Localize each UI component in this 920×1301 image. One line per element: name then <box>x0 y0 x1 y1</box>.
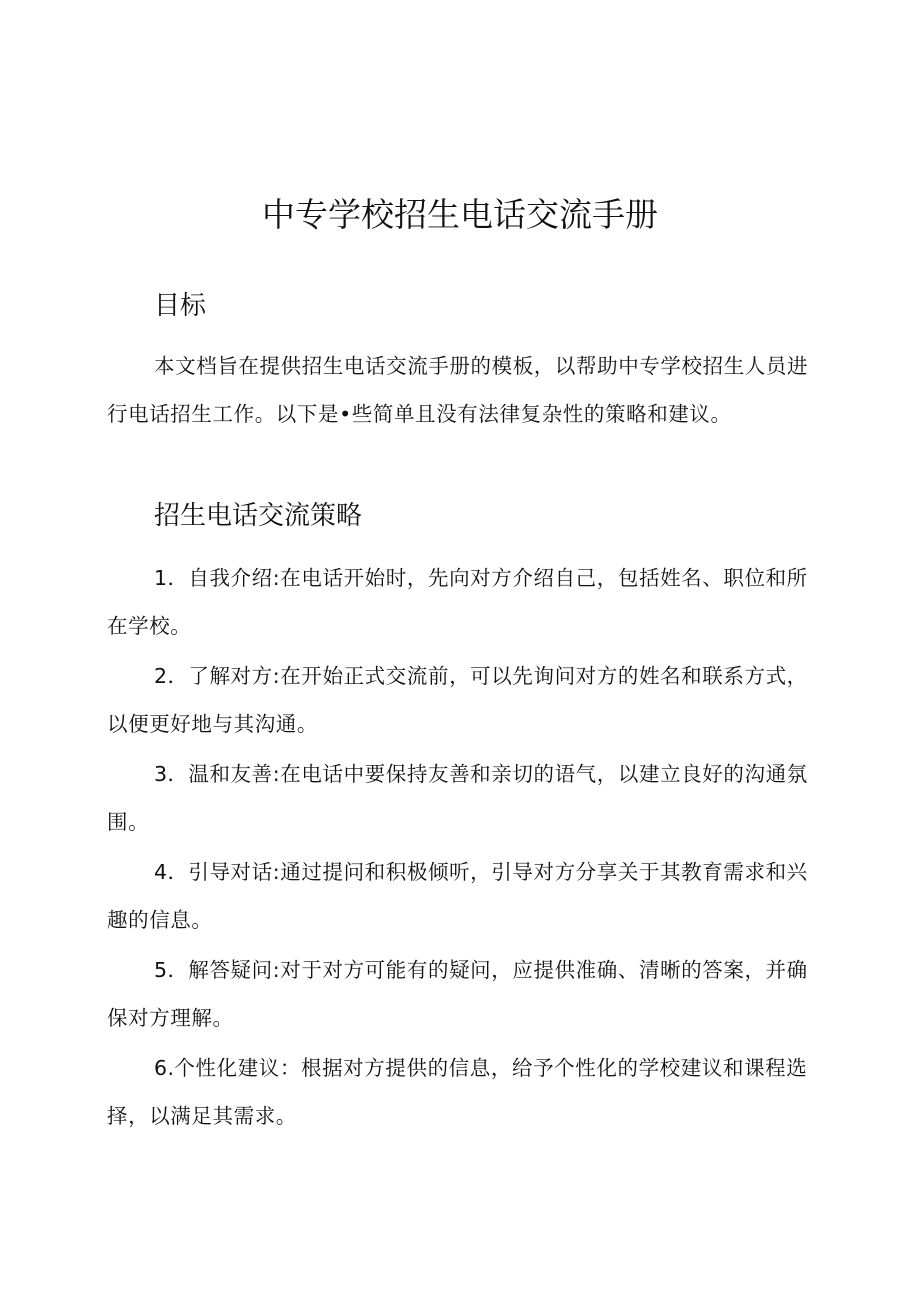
strategy-item-text: 对于对方可能有的疑问，应提供准确、清晰的答案，并确保对方理解。 <box>107 958 808 1030</box>
strategy-item-5 <box>107 946 811 1042</box>
strategy-item-6 <box>107 1044 811 1140</box>
goal-section <box>107 286 811 438</box>
strategy-item-label: 自我介绍: <box>188 566 281 590</box>
strategy-item-text: 通过提问和积极倾听，引导对方分享关于其教育需求和兴趣的信息。 <box>107 860 808 932</box>
strategy-item-2 <box>107 652 811 748</box>
strategy-section <box>107 496 811 1140</box>
document-title: 中专学校招生电话交流手册 <box>262 195 658 235</box>
strategy-item-4 <box>107 848 811 944</box>
strategy-item-label: 了解对方: <box>188 664 281 688</box>
strategy-item-text: 在开始正式交流前，可以先询问对方的姓名和联系方式，以便更好地与其沟通。 <box>107 664 808 736</box>
strategy-item-number: 3． <box>154 762 189 786</box>
strategy-item-number: 6. <box>154 1056 175 1080</box>
strategy-item-number: 5． <box>154 958 189 982</box>
strategy-item-label: 温和友善: <box>188 762 281 786</box>
strategy-item-text: 根据对方提供的信息，给予个性化的学校建议和课程选择，以满足其需求。 <box>107 1056 808 1128</box>
strategy-item-number: 4． <box>154 860 189 884</box>
strategy-item-label: 解答疑问: <box>188 958 281 982</box>
goal-heading: 目标 <box>154 291 207 321</box>
strategy-item-number: 1． <box>154 566 189 590</box>
goal-paragraph: 本文档旨在提供招生电话交流手册的模板，以帮助中专学校招生人员进行电话招生工作。以下是•些简单且没有法律复杂性的策略和建议。 <box>107 354 809 426</box>
strategy-item-3 <box>107 750 811 846</box>
strategy-heading: 招生电话交流策略 <box>154 501 363 531</box>
strategy-item-text: 在电话开始时，先向对方介绍自己，包括姓名、职位和所在学校。 <box>107 566 808 638</box>
strategy-item-label: 引导对话: <box>188 860 281 884</box>
strategy-item-number: 2． <box>154 664 189 688</box>
strategy-list <box>107 554 811 1140</box>
strategy-item-1 <box>107 554 811 650</box>
strategy-item-text: 在电话中要保持友善和亲切的语气，以建立良好的沟通氛围。 <box>107 762 808 834</box>
strategy-item-label: 个性化建议： <box>174 1056 301 1080</box>
document-body <box>107 286 811 1142</box>
